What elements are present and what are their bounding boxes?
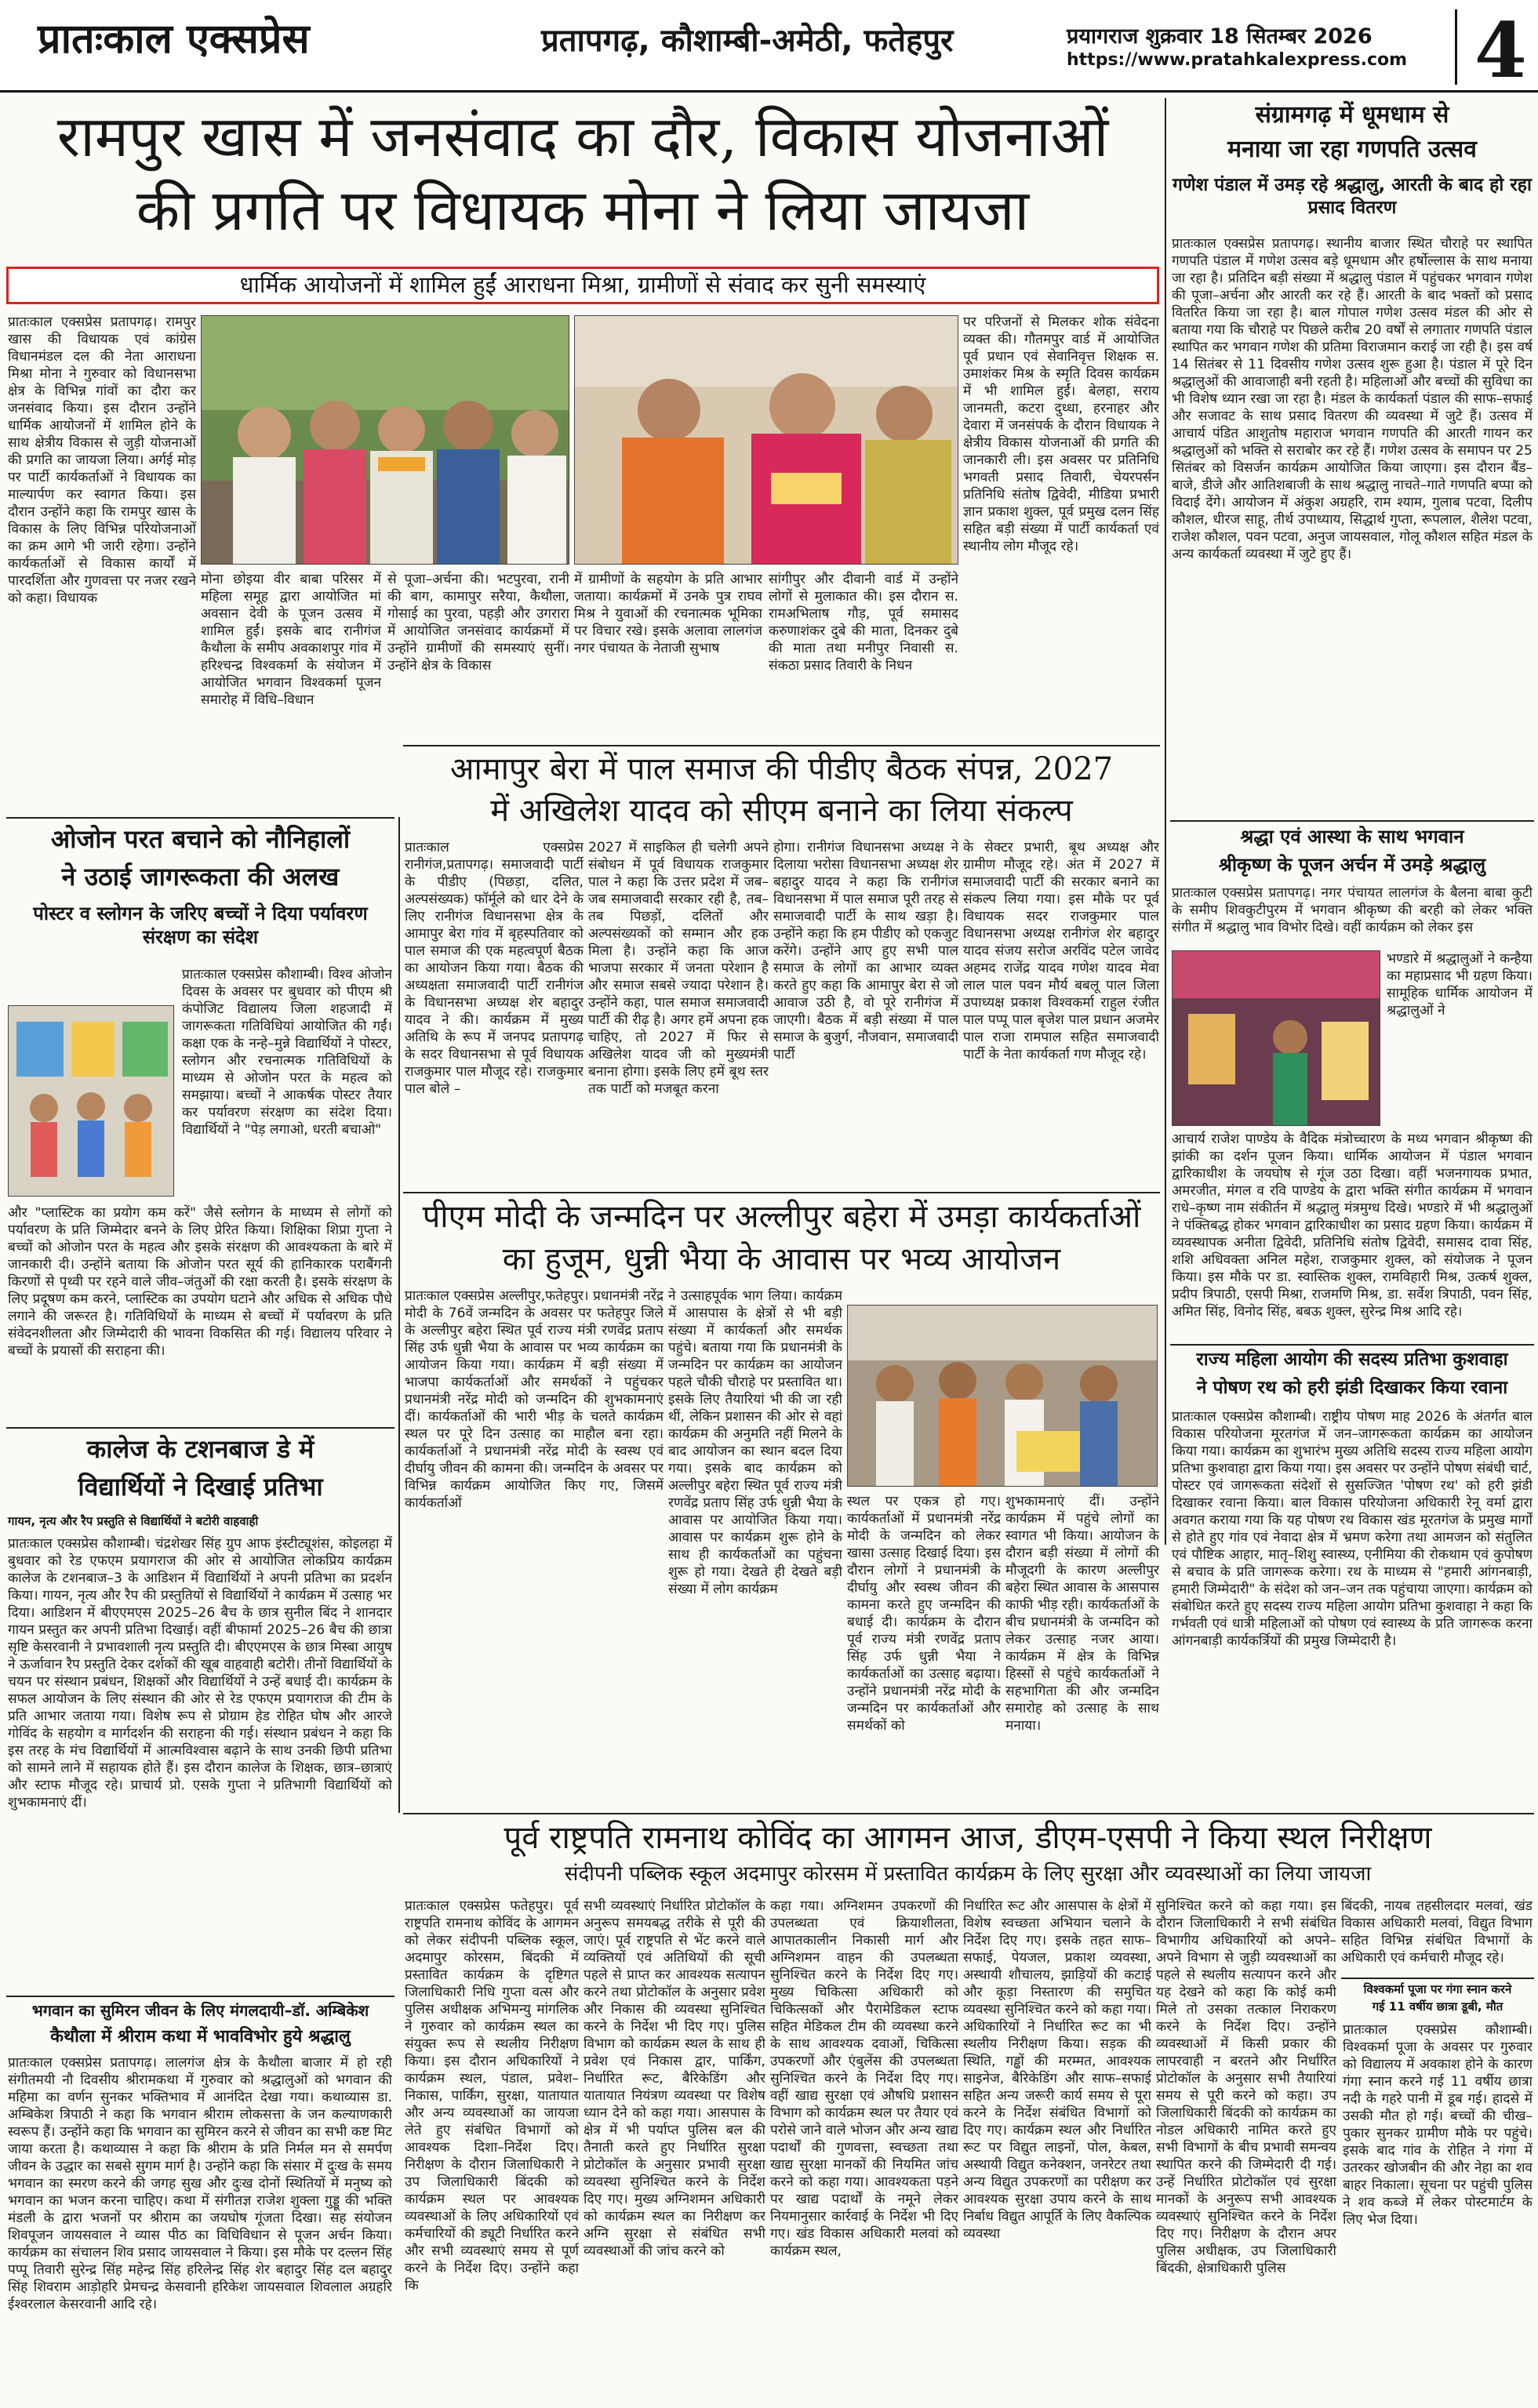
ozone-col-top: प्रातःकाल एक्सप्रेस कौशाम्बी। विश्व ओजोन दिवस के अवसर पर बुधवार को पीएम श्री कंपोजिट विद्यालय जिला शहजादी में जागरूकता गतिविधियां आयोजित की गईं। कक्षा एक के नन्हे–मुन्ने विद्यार्थियों ने पोस्टर, स्लोगन और रचनात्मक गतिविधियों के माध्यम से ओजोन परत के महत्व को समझाया। बच्चों ने आकर्षक पोस्टर तैयार कर पर्यावरण संरक्षण का संदेश दिया। विद्यार्थियों ने "पेड़ लगाओ, धरती बचाओ" [182,967,392,1138]
krishna-col-side: भण्डारे में श्रद्धालुओं ने कन्हैया का महाप्रसाद भी ग्रहण किया। सामूहिक धार्मिक आयोजन में श्रद्धालुओं ने [1387,951,1533,1019]
photo-children-posters [9,1006,174,1197]
college-headline-line1: कालेज के टशनबाज डे में [86,1434,315,1464]
aamapur-col-1: प्रातःकाल एक्सप्रेस रानीगंज,प्रतापगढ़। समाजवादी पार्टी के पीडीए (पिछड़ा, दलित, अल्पसंख्यक) फॉर्मूले को धार देने के लिए रानीगंज विधानसभा क्षेत्र के आमापुर बेरा गांव में बृहस्पतिवार को पाल समाज की एक महत्वपूर्ण बैठक का आयोजन किया गया। बैठक की अध्यक्षता समाजवादी पार्टी रानीगंज के विधानसभा अध्यक्ष शेर बहादुर यादव ने की। कार्यक्रम में मुख्य अतिथि के रूप में जनपद प्रतापगढ़ के सदर विधानसभा से पूर्व विधायक राजकुमार पाल मौजूद रहे। राजकुमार पाल बोले – [405,840,584,1097]
lead-col-1: प्रातःकाल एक्सप्रेस प्रतापगढ़। रामपुर खास की विधायक एवं कांग्रेस विधानमंडल दल की नेता आराधना मिश्रा मोना ने गुरुवार को विधानसभा क्षेत्र के विभिन्न गांवों का दौरा कर जनसंवाद किया। इस दौरान उन्होंने धार्मिक आयोजनों में शामिल होने के साथ क्षेत्रीय विकास से जुड़ी योजनाओं की प्रगति का जायजा लिया। अर्गई मोड़ पर पार्टी कार्यकर्ताओं ने विधायक का माल्यार्पण कर स्वागत किया। इस दौरान उन्होंने कहा कि रामपुर खास के विकास के लिए विभिन्न परियोजनाओं का क्रम आगे भी जारी रहेगा। उन्होंने कार्यकर्ताओं से विकास कार्यों में पारदर्शिता और गुणवत्ता पर नजर रखने को कहा। विधायक [8,314,196,606]
bhagwan-headline-line1: भगवान का सुमिरन जीवन के लिए मंगलदायी–डॉ. अम्बिकेश [31,2001,369,2020]
column-divider [1165,98,1166,1545]
kovind-continuation: बिंदकी, नायब तहसीलदार मलवां, खंड विकास अधिकारी मलवां, विद्युत विभाग सहित विभिन्न संबंधित विभागों के अधिकारी एवं कर्मचारी मौजूद रहे। [1341,1898,1533,1966]
page-number: 4 [1474,6,1527,95]
aamapur-col-3: होगा। रानीगंज विधानसभा अध्यक्ष ने दिलाया भरोसा विधानसभा अध्यक्ष शेर बहादुर यादव ने कहा कि रानीगंज विधानसभा में पाल समाज पूरी तरह से समाजवादी पार्टी के साथ खड़ा है। उन्होंने कहा कि हम पीडीए को एकजुट करेंगे। उन्होंने आए हुए सभी पाल समाज के लोगों का आभार व्यक्त करते हुए कहा कि आमापुर बेरा से जो आवाज उठी है, वो पूरे रानीगंज में जाएगी। बैठक में बड़ी संख्या में पाल समाज के बुजुर्ग, नौजवान, समाजवादी पार्टी [773,840,958,1062]
divider [1341,1978,1534,1979]
bhagwan-headline-line2: कैथौला में श्रीराम कथा में भावविभोर हुये श्रद्धालु [50,2027,351,2047]
aamapur-headline-line2: में अखिलेश यादव को सीएम बनाने का लिया संकल्प [490,793,1073,829]
krishna-headline-line1: श्रद्धा एवं आस्था के साथ भगवान [1240,826,1464,848]
kovind-col-5: सुनिश्चित करने को कहा गया। इस दौरान जिलाधिकारी ने सभी संबंधित विभागीय अधिकारियों को अपने–अपने विभाग से जुड़ी व्यवस्थाओं का पहले से स्थलीय सत्यापन करने और यह देखने को कहा कि कोई कमी मिले तो उसका तत्काल निराकरण करने के निर्देश दिए। उन्होंने व्यवस्थाओं में किसी प्रकार की लापरवाही न बरतने और निर्धारित प्रोटोकॉल के अनुसार सभी तैयारियां समय से पूरी करने को कहा। उप जिलाधिकारी बिंदकी को कार्यक्रम का नोडल अधिकारी नामित करते हुए सभी विभागों के बीच प्रभावी समन्वय स्थापित करने की जिम्मेदारी दी गई। उन्हें निर्धारित प्रोटोकॉल एवं सुरक्षा मानकों के अनुरूप सभी आवश्यक व्यवस्थाएं सुनिश्चित करने के निर्देश दिए गए। निरीक्षण के दौरान अपर पुलिस अधीक्षक, उप जिलाधिकारी बिंदकी, क्षेत्राधिकारी पुलिस [1156,1898,1336,2276]
divider [403,1813,1534,1814]
lead-col-5: सांगीपुर और दीवानी वार्ड में उन्होंने लोगों से मुलाकात की। इस दौरान स. रामअभिलाष गौड़, पूर्व समासद करुणाशंकर दुबे की माता, दिनकर दुबे की माता तथा मनीपुर निवासी स. संकठा प्रसाद तिवारी के निधन [769,572,958,674]
newspaper-brand: प्रातःकाल एक्सप्रेस [38,15,310,63]
poshan-headline-line1: राज्य महिला आयोग की सदस्य प्रतिभा कुशवाहा [1196,1349,1508,1370]
ozone-col-bottom: और "प्लास्टिक का प्रयोग कम करें" जैसे स्लोगन के माध्यम से लोगों को पर्यावरण के प्रति जिम्मेदार बनने के लिए प्रेरित किया। शिक्षिका शिप्रा गुप्ता ने बच्चों को ओजोन परत के महत्व और इसके संरक्षण की आवश्यकता के बारे में जानकारी दी। उन्होंने बताया कि ओजोन परत सूर्य की हानिकारक पराबैंगनी किरणों से पृथ्वी पर रहने वाले जीव–जंतुओं की रक्षा करती है। इसके संरक्षण के लिए प्रदूषण कम करने, प्लास्टिक का उपयोग घटाने और अधिक से अधिक पौधे लगाने की जरूरत है। गतिविधियों के माध्यम से बच्चों में पर्यावरण के प्रति संवेदनशीलता और जिम्मेदारी की भावना विकसित की गई। विद्यालय परिवार ने बच्चों के प्रयासों की सराहना की। [8,1205,392,1359]
bhagwan-body: प्रातःकाल एक्सप्रेस प्रतापगढ़। लालगंज क्षेत्र के कैथौला बाजार में हो रही संगीतमयी नौ दिवसीय श्रीरामकथा में गुरुवार को श्रद्धालुओं को भगवान की महिमा का वर्णन सुनकर भक्तिभाव में आनंदित देखा गया। कथाव्यास डा. अम्बिकेश त्रिपाठी ने कहा कि भगवान श्रीराम लोकसत्ता के जन कल्याणकारी स्वरूप हैं। उन्होंने कहा कि भगवान का सुमिरन करने से जीवन का सभी कष्ट मिट जाया करता है। कथाव्यास ने कहा कि श्रीराम के प्रति निर्मल मन से समर्पण जीवन के उद्धार का सबसे सुगम मार्ग है। उन्होंने कहा कि संसार में दुःख के समय भगवान का स्मरण करने की जगह सुख और दुःख दोनों स्थितियों में मनुष्य को भगवान का भजन करना चाहिए। कथा में संगीतज्ञ राजेश शुक्ला गुड्डू की भक्ति मंडली के द्वारा भजनों पर श्रीराम का जयघोष गूंजता दिखा। सह संयोजन शिवपूजन जायसवाल ने व्यास पीठ का विधिविधान से पूजन अर्चन किया। कार्यक्रम का संचालन शिव प्रसाद जायसवाल ने किया। इस मौके पर दल्लन सिंह पप्पू तिवारी सुरेन्द्र सिंह महेन्द्र सिंह हरिलेन्द्र सिंह शेर बहादुर सिंह दल बहादुर सिंह शिवराम आड़ोहरि प्रेमचन्द्र केसवानी हरिकेश जायसवाल शिवलाल अग्रहरि ईश्वरलाल केसरवानी आदि रहे। [8,2055,392,2312]
modi-headline-line2: का हुजूम, धुन्नी भैया के आवास पर भव्य आयोजन [502,1241,1061,1277]
kovind-col-3: कहा गया। अग्निशमन उपकरणों की उपलब्धता एवं क्रियाशीलता, आपातकालीन निकासी मार्ग और अग्निशमन वाहन की उपलब्धता सुनिश्चित करने के निर्देश दिए गए। मुख्य चिकित्सा अधिकारी को चिकित्सकों और पैरामेडिकल स्टाफ सहित मेडिकल टीम की व्यवस्था करने के साथ आवश्यक दवाओं, चिकित्सा उपकरणों और एंबुलेंस की उपलब्धता सुनिश्चित करने के निर्देश दिए गए। वहीं खाद्य सुरक्षा एवं औषधि प्रशासन विभाग को कार्यक्रम स्थल पर तैयार एवं परोसे जाने वाले भोजन और अन्य खाद्य पदार्थों की गुणवत्ता, स्वच्छता तथा खाद्य सुरक्षा मानकों की नियमित जांच करने को कहा गया। आवश्यकता पड़ने पर खाद्य पदार्थों के नमूने लेकर नियमानुसार कार्रवाई के निर्देश भी दिए गए। खंड विकास अधिकारी मलवां को कार्यक्रम स्थल, [770,1898,958,2259]
modi-col-1: प्रातःकाल एक्सप्रेस अल्लीपुर,फतेहपुर। प्रधानमंत्री नरेंद्र मोदी के 76वें जन्मदिन के अवसर पर फतेहपुर जिले के अल्लीपुर बहेरा स्थित पूर्व राज्य मंत्री रणवेंद्र प्रताप सिंह उर्फ धुन्नी भैया के आवास पर भव्य कार्यक्रम का आयोजन किया गया। कार्यक्रम में बड़ी संख्या में भाजपा कार्यकर्ताओं और समर्थकों ने पहुंचकर प्रधानमंत्री नरेंद्र मोदी को जन्मदिन की शुभकामनाएं दीं। कार्यकर्ताओं की भारी भीड़ के चलते कार्यक्रम स्थल पर पूरे दिन उत्साह का माहौल बना रहा। कार्यकर्ताओं ने प्रधानमंत्री नरेंद्र मोदी के स्वस्थ एवं दीर्घायु जीवन की कामना की। जन्मदिन के अवसर पर विभिन्न कार्यक्रम आयोजित किए गए, जिसमें कार्यकर्ताओं [405,1288,664,1511]
kovind-deck: संदीपनी पब्लिक स्कूल अदमापुर कोरसम में प्रस्तावित कार्यक्रम के लिए सुरक्षा और व्यवस्थाओं का लिया जायजा [564,1862,1372,1886]
lead-col-3: से पूजा–अर्चना की। भटपुरवा, रानी की बाग, कामापुर सरैया, कैथौला, गोसाई का पुरवा, पहड़ी और उगरारा में आयोजित जनसंवाद कार्यक्रमों में उन्होंने ग्रामीणों की समस्याएं सुनीं। उन्होंने क्षेत्र के विकास [387,572,569,674]
kovind-headline: पूर्व राष्ट्रपति रामनाथ कोविंद का आगमन आज, डीएम-एसपी ने किया स्थल निरीक्षण [504,1820,1432,1856]
modi-col-4: शुभकामनाएं दीं। उन्होंने कार्यक्रम में पहुंचे लोगों का स्वागत भी किया। आयोजन के दौरान बड़ी संख्या में लोगों की मौजूदगी के कारण अल्लीपुर बहेरा स्थित आवास के आसपास काफी भीड़ रही। कार्यकर्ताओं के बीच प्रधानमंत्री के जन्मदिन को लेकर उत्साह नजर आया। कार्यक्रम में क्षेत्र के विभिन्न हिस्सों से पहुंचे कार्यकर्ताओं ने सहभागिता की और जन्मदिन समारोह को उत्साह के साथ मनाया। [1005,1494,1159,1734]
ganpati-body: प्रातःकाल एक्सप्रेस प्रतापगढ़। स्थानीय बाजार स्थित चौराहे पर स्थापित गणपति पंडाल में गणेश उत्सव बड़े धूमधाम और हर्षोल्लास के साथ मनाया जा रहा है। प्रतिदिन बड़ी संख्या में श्रद्धालु पंडाल में पहुंचकर भगवान गणेश की पूजा–अर्चना और आरती कर रहे हैं। आरती के बाद भक्तों को प्रसाद वितरित किया जा रहा है। बाल गोपाल गणेश उत्सव मंडल की ओर से बताया गया कि चौराहे पर पिछले करीब 20 वर्षों से लगातार गणपति पंडाल स्थापित कर भगवान गणेश की प्रतिमा विराजमान कराई जा रही है। इस वर्ष 14 सितंबर से 11 दिवसीय गणेश उत्सव शुरू हुआ है। पंडाल में पूरे दिन श्रद्धालुओं की आवाजाही बनी रहती है। महिलाओं और बच्चों की सुविधा का भी विशेष ध्यान रखा जा रहा है। मंडल के कार्यकर्ता पंडाल की साफ–सफाई और सजावट के साथ प्रसाद वितरण की व्यवस्था में जुटे हैं। उत्सव में आचार्य पंडित आशुतोष महाराज भगवान गणपति की आरती गायन कर श्रद्धालुओं को भक्ति से सराबोर कर रहे हैं। गणेश उत्सव के समापन पर 25 सितंबर को विसर्जन कार्यक्रम आयोजित किया जाएगा। इस दौरान बैंड–बाजे, डीजे और आतिशबाजी के साथ श्रद्धालु नाचते–गाते गणपति बप्पा को विदाई देंगे। आयोजन में अंकुश अग्रहरि, राम श्याम, गुलाब पटवा, दिलीप कौशल, धीरज साहू, तीर्थ उपाध्याय, सिद्धार्थ गुप्ता, रूपलाल, शैलेश पटवा, राजेश कौशल, पवन पटवा, अनुज जायसवाल, गोलू कौशल सहित मंडल के अन्य कार्यकर्ता व्यवस्था में जुटे हुए हैं। [1172,236,1533,562]
drowning-headline-line2: गई 11 वर्षीय छात्रा डूबी, मौत [1372,1999,1503,2014]
krishna-col-bottom: आचार्य राजेश पाण्डेय के वैदिक मंत्रोच्चारण के मध्य भगवान श्रीकृष्ण की झांकी का दर्शन पूजन किया। धार्मिक आयोजन में पंडाल भगवान द्वारिकाधीश के जयघोष से गूंज उठा दिखा। वहीं भजनगायक प्रभात, अमरजीत, मंगल व रवि पाण्डेय के द्वारा भक्ति संगीत कार्यक्रम में भगवान राधे–कृष्ण नाम संकीर्तन में श्रद्धालु मंत्रमुग्ध दिखे। भण्डारे में भी श्रद्धालुओं ने पंक्तिबद्ध होकर भगवान द्वारिकाधीश का प्रसाद ग्रहण किया। कार्यक्रम में व्यवस्थापक अनीता द्विवेदी, प्रतिनिधि संतोष द्विवेदी, समासद दावा सिंह, शशि अधिवक्ता अनिल महेश, राजकुमार शुक्ल, को संयोजक ने पूजन किया। इस मौके पर डा. स्वास्तिक शुक्ल, रामविहारी मिश्र, उत्कर्ष शुक्ल, प्रदीप त्रिपाठी, एसपी मिश्रा, राजमणि मिश्र, डा. सर्वेश त्रिपाठी, पवन सिंह, अमित सिंह, विनोद सिंह, बबऊ शुक्ल, सुरेन्द्र मिश्र आदि रहे। [1172,1131,1533,1320]
college-headline-line2: विद्यार्थियों ने दिखाई प्रतिभा [78,1472,323,1502]
column-divider [398,817,400,1813]
lead-deck: धार्मिक आयोजनों में शामिल हुईं आराधना मिश्रा, ग्रामीणों से संवाद कर सुनी समस्याएं [6,267,1159,304]
masthead [0,0,1538,93]
college-body: प्रातःकाल एक्सप्रेस कौशाम्बी। चंद्रशेखर सिंह ग्रुप आफ इंस्टीट्यूशंस, कोइलहा में बुधवार को रेड एफएम प्रयागराज की ओर से आयोजित लोकप्रिय कार्यक्रम कालेज के टशनबाज–3 के आडिशन में विद्यार्थियों ने अपनी प्रतिभा का प्रदर्शन किया। गायन, नृत्य और रैप की प्रस्तुतियों से विद्यार्थियों ने कार्यक्रम में उत्साह भर दिया। आडिशन में बीएएमएस 2025–26 बैच के छात्र सुनील बिंद ने शानदार गायन प्रस्तुत कर अपनी प्रतिभा दिखाई। वहीं बीफार्मा 2025–26 बैच की छात्रा सृष्टि केसरवानी ने प्रभावशाली नृत्य प्रस्तुति दी। बीएएमएस के छात्र मिस्बा आयुष ने ऊर्जावान रैप प्रस्तुति देकर दर्शकों की खूब वाहवाही बटोरी। तीनों विद्यार्थियों के चयन पर संस्थान प्रबंधन, शिक्षकों और विद्यार्थियों ने उन्हें बधाई दी। कार्यक्रम के सफल आयोजन के लिए संस्थान की ओर से रेड एफएम प्रयागराज की टीम के प्रति आभार जताया गया। विशेष रूप से प्रोग्राम हेड रोहित घोष और आरजे गोविंद के सहयोग व मार्गदर्शन की सराहना की गई। संस्थान प्रबंधन ने कहा कि इस तरह के मंच विद्यार्थियों में आत्मविश्वास बढ़ाने के साथ उनकी छिपी प्रतिभा को सामने लाने में सहायक होते हैं। इस दौरान कालेज के शिक्षक, छात्र–छात्राएं और स्टाफ मौजूद रहे। प्राचार्य प्रो. एसके गुप्ता ने प्रतिभागी विद्यार्थियों को शुभकामनाएं दीं। [8,1536,392,1811]
krishna-col-top: प्रातःकाल एक्सप्रेस प्रतापगढ़। नगर पंचायत लालगंज के बैलना बाबा कुटी के समीप शिवकुटीपुरम में भगवान श्रीकृष्ण की बरही को लेकर भक्ति संगीत में श्रद्धालु भाव विभोर दिखे। वहीं कार्यक्रम को लेकर इस [1172,885,1533,935]
divider [403,745,1160,746]
kovind-col-4: निर्धारित रूट और आसपास के क्षेत्रों में विशेष स्वच्छता अभियान चलाने के निर्देश दिए गए। इसके तहत साफ–सफाई, पेयजल, प्रकाश व्यवस्था, अस्थायी शौचालय, झाड़ियों की कटाई और कूड़ा निस्तारण की समुचित व्यवस्था सुनिश्चित करने को कहा गया। अधिकारियों ने निर्धारित रूट का भी स्थलीय निरीक्षण किया। सड़क की स्थिति, गड्ढों की मरम्मत, आवश्यक साइनेज, बैरिकेडिंग और साफ–सफाई सहित अन्य जरूरी कार्य समय से पूरा करने के निर्देश संबंधित विभागों को दिए गए। कार्यक्रम स्थल और निर्धारित रूट पर विद्युत लाइनों, पोल, केबल, अस्थायी विद्युत कनेक्शन, जनरेटर तथा अन्य विद्युत उपकरणों का परीक्षण कर आवश्यक सुरक्षा उपाय करने के साथ निर्बाध विद्युत आपूर्ति के लिए वैकल्पिक व्यवस्था [963,1898,1151,2242]
lead-photo-2 [574,315,958,565]
lead-col-6: पर परिजनों से मिलकर शोक संवेदना व्यक्त की। गौतमपुर वार्ड में आयोजित पूर्व प्रधान एवं सेवानिवृत्त शिक्षक स. उमाशंकर मिश्र के स्मृति दिवस कार्यक्रम में भी शामिल हुईं। बेलहा, सराय जानमती, कटरा दुध्धा, हरनाहर और देवारा में जनसंपर्क के दौरान विधायक ने क्षेत्रीय विकास योजनाओं की प्रगति की जानकारी ली। इस अवसर पर प्रतिनिधि भगवती प्रसाद तिवारी, चेयरपर्सन प्रतिनिधि संतोष द्विवेदी, मीडिया प्रभारी ज्ञान प्रकाश शुक्ल, पूर्व प्रमुख दलन सिंह सहित बड़ी संख्या में पार्टी कार्यकर्ता एवं स्थानीय लोग मौजूद रहे। [963,314,1159,554]
drowning-body: प्रातःकाल एक्सप्रेस कौशाम्बी। विश्वकर्मा पूजा के अवसर पर गुरुवार को विद्यालय में अवकाश होने के कारण गंगा स्नान करने गई 11 वर्षीय छात्रा नदी के गहरे पानी में डूब गई। हादसे में उसकी मौत हो गई। बच्चों की चीख–पुकार सुनकर ग्रामीण मौके पर पहुंचे। इसके बाद गांव के रोहित ने गंगा में उतरकर खोजबीन की और नेहा का शव बाहर निकाला। सूचना पर पहुंची पुलिस ने शव कब्जे में लेकर पोस्टमार्टम के लिए भेज दिया। [1343,2022,1533,2228]
dateline: प्रयागराज शुक्रवार 18 सितम्बर 2026 [1067,24,1373,49]
ganpati-headline-line1: संग्रामगढ़ में धूमधाम से [1255,101,1449,129]
photo-crowd-garland [202,316,569,565]
divider [6,1996,394,1997]
poshan-headline-line2: ने पोषण रथ को हरी झंडी दिखाकर किया रवाना [1196,1378,1508,1398]
aamapur-col-2: 2027 में साइकिल ही चलेगी अपने संबोधन में पूर्व विधायक राजकुमार पाल ने कहा कि उत्तर प्रदेश में जब–जब समाजवादी सरकार रही है, तब–तब पिछड़ों, दलितों और अल्पसंख्यकों को सम्मान और हक मिला है। उन्होंने कहा कि आज भाजपा सरकार में जनता परेशान है और समाज सबसे ज्यादा परेशान है। उन्होंने कहा, पाल समाज समाजवादी पार्टी की रीढ़ है। अगर हमें अपना हक चाहिए, तो 2027 में फिर से अखिलेश यादव जी को मुख्यमंत्री बनाना होगा। इसके लिए हमें बूथ स्तर तक पार्टी को मजबूत करना [588,840,769,1097]
modi-col-3: स्थल पर एकत्र हो गए। कार्यकर्ताओं में प्रधानमंत्री नरेंद्र मोदी के जन्मदिन को लेकर खासा उत्साह दिखाई दिया। इस दौरान लोगों ने प्रधानमंत्री के दीर्घायु और स्वस्थ जीवन की कामना करते हुए जन्मदिन की बधाई दी। कार्यक्रम के दौरान पूर्व राज्य मंत्री रणवेंद्र प्रताप सिंह उर्फ धुन्नी भैया ने कार्यकर्ताओं का उत्साह बढ़ाया। उन्होंने प्रधानमंत्री नरेंद्र मोदी के जन्मदिन पर कार्यकर्ताओं और समर्थकों को [847,1494,1001,1734]
poshan-body: प्रातःकाल एक्सप्रेस कौशाम्बी। राष्ट्रीय पोषण माह 2026 के अंतर्गत बाल विकास परियोजना मूरतगंज में जन–जागरूकता कार्यक्रम का आयोजन किया गया। कार्यक्रम का शुभारंभ मुख्य अतिथि सदस्य राज्य महिला आयोग प्रतिभा कुशवाहा द्वारा किया गया। इस अवसर पर उन्होंने पोषण संबंधी चार्ट, पोस्टर एवं जागरूकता संदेशों से सुसज्जित 'पोषण रथ' को हरी झंडी दिखाकर रवाना किया। बाल विकास परियोजना अधिकारी रेनू वर्मा द्वारा अवगत कराया गया कि यह पोषण रथ विकास खंड मूरतगंज के प्रमुख मार्गों से होते हुए गांव एवं नेवादा क्षेत्र में भ्रमण करेगा तथा आमजन को संतुलित एवं पौष्टिक आहार, मातृ–शिशु स्वास्थ्य, एनीमिया की रोकथाम एवं कुपोषण से बचाव के प्रति जागरूक करेगा। रथ के माध्यम से "हमारी आंगनबाड़ी, हमारी जिम्मेदारी" के संदेश को जन–जन तक पहुंचाया जाएगा। कार्यक्रम को संबोधित करते हुए सदस्य राज्य महिला आयोग प्रतिभा कुशवाहा ने कहा कि गर्भवती एवं धात्री महिलाओं को पोषण एवं स्वास्थ्य के प्रति जागरूक करना आंगनबाड़ी कार्यकर्त्रियों की प्रमुख जिम्मेदारी है। [1172,1409,1533,1649]
modi-headline-line1: पीएम मोदी के जन्मदिन पर अल्लीपुर बहेरा में उमड़ा कार्यकर्ताओं [422,1199,1141,1235]
ozone-headline-line2: ने उठाई जागरूकता की अलख [61,862,340,892]
ganpati-subhead: गणेश पंडाल में उमड़ रहे श्रद्धालु, आरती के बाद हो रहा प्रसाद वितरण [1173,175,1532,218]
kovind-col-1: प्रातःकाल एक्सप्रेस फतेहपुर। पूर्व राष्ट्रपति रामनाथ कोविंद के आगमन को लेकर संदीपनी पब्लिक स्कूल, अदमापुर कोरसम, बिंदकी में प्रस्तावित कार्यक्रम के दृष्टिगत जिलाधिकारी निधि गुप्ता वत्स और पुलिस अधीक्षक अभिमन्यु मांगलिक ने गुरुवार को कार्यक्रम स्थल का संयुक्त रूप से स्थलीय निरीक्षण किया। इस दौरान अधिकारियों ने कार्यक्रम स्थल, पंडाल, प्रवेश–निकास, पार्किंग, सुरक्षा, यातायात और अन्य व्यवस्थाओं का जायजा लेते हुए संबंधित विभागों को आवश्यक दिशा–निर्देश दिए। निरीक्षण के दौरान जिलाधिकारी ने उप जिलाधिकारी बिंदकी को कार्यक्रम स्थल पर आवश्यक व्यवस्थाओं के लिए अधिकारियों एवं कर्मचारियों की ड्यूटी निर्धारित करने और सभी व्यवस्थाएं समय से पूर्ण करने के निर्देश दिए। उन्होंने कहा कि [405,1898,579,2294]
photo-birthday-event [848,1306,1158,1487]
ganpati-headline-line2: मनाया जा रहा गणपति उत्सव [1227,136,1477,163]
kovind-col-2: सभी व्यवस्थाएं निर्धारित प्रोटोकॉल के अनुरूप समयबद्ध तरीके से पूरी की जाएं। पूर्व राष्ट्रपति से भेंट करने वाले व्यक्तियों एवं अतिथियों की सूची पहले से प्राप्त कर आवश्यक सत्यापन करने तथा प्रोटोकॉल के अनुसार प्रवेश और निकास की व्यवस्था सुनिश्चित करने के निर्देश भी दिए गए। पुलिस विभाग को कार्यक्रम स्थल के साथ ही प्रवेश एवं निकास द्वार, पार्किंग, निर्धारित रूट, बैरिकेडिंग और यातायात नियंत्रण व्यवस्था पर विशेष ध्यान देने को कहा गया। आसपास के क्षेत्र में भी पर्याप्त पुलिस बल की तैनाती करते हुए निर्धारित सुरक्षा प्रोटोकॉल के अनुसार प्रभावी सुरक्षा व्यवस्था सुनिश्चित करने के निर्देश दिए गए। मुख्य अग्निशमन अधिकारी को कार्यक्रम स्थल का निरीक्षण कर अग्नि सुरक्षा से संबंधित सभी व्यवस्थाओं की जांच करने को [584,1898,765,2259]
aamapur-col-4: के सेक्टर प्रभारी, बूथ अध्यक्ष और ग्रामीण मौजूद रहे। अंत में 2027 में समाजवादी पार्टी की सरकार बनाने का संकल्प लिया गया। इस मौके पर पूर्व विधायक सदर राजकुमार पाल विधानसभा अध्यक्ष रानीगंज शेर बहादुर यादव संजय सरोज अरविंद पटेल जावेद अहमद राजेंद्र यादव गणेश यादव मेवा लाल पाल पवन मौर्य बबलू पाल जिला उपाध्यक्ष प्रकाश विश्वकर्मा राहुल रंजीत पाल पप्पू पाल बृजेश पाल प्रधान अजमेर पाल राजा रामपाल सहित समाजवादी पार्टी के नेता कार्यकर्ता गण मौजूद रहे। [963,840,1159,1062]
divider [6,1427,394,1429]
lead-headline-line2: की प्रगति पर विधायक मोना ने लिया जायजा [136,177,1030,243]
drowning-headline-line1: विश्वकर्मा पूजा पर गंगा स्नान करने [1363,1982,1512,1996]
divider [6,817,394,819]
divider [1170,820,1534,822]
modi-col-2: ने उत्साहपूर्वक भाग लिया। कार्यक्रम में आसपास के क्षेत्रों से भी बड़ी संख्या में कार्यकर्ता और समर्थक पहुंचे। बताया गया कि प्रधानमंत्री के जन्मदिन पर कार्यक्रम का आयोजन पहले चौकी चौराहे पर प्रस्तावित था। इसके लिए तैयारियां भी की जा रही थीं, लेकिन प्रशासन की ओर से वहां कार्यक्रम की अनुमति नहीं मिलने के बाद आयोजन का स्थान बदल दिया गया। इसके बाद कार्यक्रम को अल्लीपुर बहेरा स्थित पूर्व राज्य मंत्री रणवेंद्र प्रताप सिंह उर्फ धुन्नी भैया के आवास पर आयोजित किया गया। आवास पर कार्यक्रम शुरू होने के साथ ही कार्यकर्ताओं का पहुंचना शुरू हो गया। देखते ही देखते बड़ी संख्या में लोग कार्यक्रम [668,1288,842,1597]
college-subhead: गायन, नृत्य और रैप प्रस्तुति से विद्यार्थियों ने बटोरी वाहवाही [8,1514,259,1528]
lead-col-2: मोना छोइया वीर बाबा परिसर में महिला समूह द्वारा आयोजित मां अवसान देवी के पूजन उत्सव में शामिल हुईं। इसके बाद रानीगंज कैथौला के समीप अवकाशपुर गांव में हरिश्चन्द्र विश्वकर्मा के संयोजन में आयोजित भगवान विश्वकर्मा पूजन समारोह में विधि–विधान [201,572,381,708]
aamapur-headline-line1: आमापुर बेरा में पाल समाज की पीडीए बैठक संपन्न, 2027 [449,751,1114,787]
photo-krishna-pandal [1173,951,1380,1126]
edition-regions: प्रतापगढ़, कौशाम्बी-अमेठी, फतेहपुर [541,23,954,59]
modi-photo [847,1305,1158,1487]
lead-headline-line1: रामपुर खास में जनसंवाद का दौर, विकास योजनाओं [56,104,1109,169]
divider [403,1192,1160,1193]
photo-women-ceremony [575,316,958,565]
divider [1170,1344,1534,1346]
lead-photo-1 [201,315,569,565]
website-url[interactable]: https://www.pratahkalexpress.com [1067,50,1408,70]
ozone-headline-line1: ओजोन परत बचाने को नौनिहालों [50,824,351,854]
krishna-photo [1172,950,1380,1126]
masthead-divider [1455,9,1457,85]
lead-col-4: में ग्रामीणों के सहयोग के प्रति आभार जताया। कार्यक्रमों में उनके पुत्र राघव मिश्र ने युवाओं की रचनात्मक भूमिका पर विचार रखे। इसके अलावा लालगंज नगर पंचायत के नेताजी सुभाष [574,572,762,656]
ozone-photo [8,1005,174,1197]
krishna-headline-line2: श्रीकृष्ण के पूजन अर्चन में उमड़े श्रद्धालु [1218,854,1486,876]
ozone-subhead: पोस्टर व स्लोगन के जरिए बच्चों ने दिया पर्यावरण संरक्षण का संदेश [33,903,368,948]
